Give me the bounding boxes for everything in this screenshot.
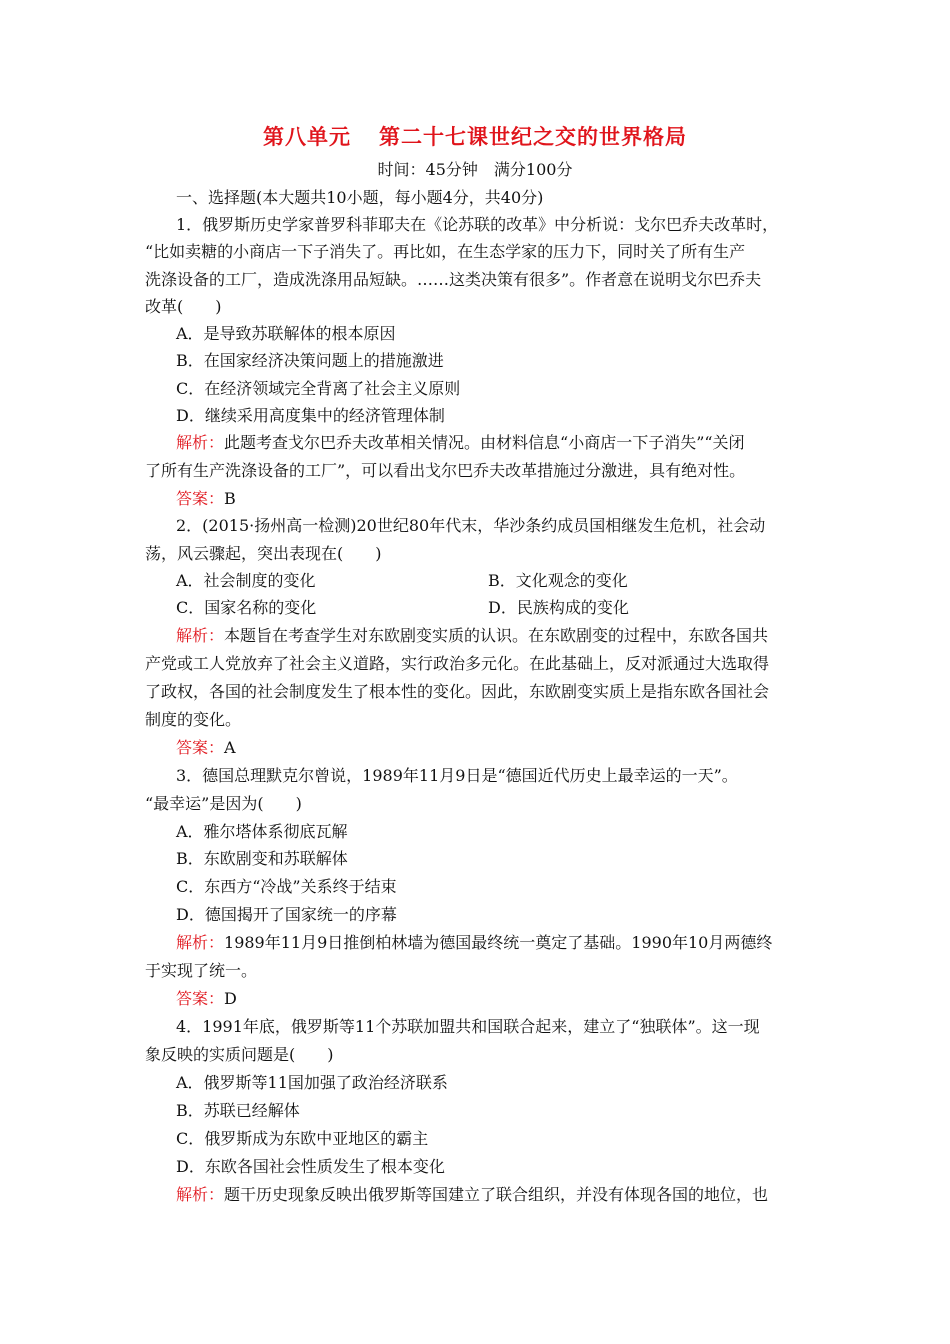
option-b: B．苏联已经解体: [176, 1101, 300, 1120]
analysis: [176, 433, 810, 453]
question-text: “最幸运”是因为( ): [145, 794, 302, 813]
analysis: [176, 626, 810, 646]
option-c: C．东西方“冷战”关系终于结束: [176, 877, 397, 896]
option-a: A．社会制度的变化: [176, 571, 316, 590]
question-text: 2．(2015·扬州高一检测)20世纪80年代末，华沙条约成员国相继发生危机，社会动: [176, 516, 766, 535]
option-b: B．在国家经济决策问题上的措施激进: [176, 351, 444, 370]
answer-label: 答案：: [176, 489, 225, 508]
analysis-label: 解析：: [176, 626, 225, 645]
option-c: C．俄罗斯成为东欧中亚地区的霸主: [176, 1129, 429, 1148]
option-a: A．是导致苏联解体的根本原因: [176, 324, 396, 343]
option-c: C．国家名称的变化: [176, 598, 317, 617]
analysis-text: 此题考查戈尔巴乔夫改革相关情况。由材料信息“小商店一下子消失”“关闭: [224, 433, 745, 452]
answer-value: A: [224, 738, 236, 757]
analysis-text: 了政权，各国的社会制度发生了根本性的变化。因此，东欧剧变实质上是指东欧各国社会: [145, 682, 770, 701]
answer: [176, 738, 810, 758]
option-row: [176, 571, 810, 591]
analysis-text: 于实现了统一。: [145, 961, 258, 980]
answer: [176, 989, 810, 1009]
exam-meta: 时间：45分钟 满分100分: [377, 160, 573, 179]
question-text: 荡，风云骤起，突出表现在( ): [145, 544, 382, 563]
question-text: 4．1991年底，俄罗斯等11个苏联加盟共和国联合起来，建立了“独联体”。这一现: [176, 1017, 760, 1036]
analysis: [176, 1185, 810, 1205]
answer: [176, 489, 810, 509]
analysis-label: 解析：: [176, 933, 225, 952]
option-c: C．在经济领域完全背离了社会主义原则: [176, 379, 461, 398]
question-text: “比如卖糖的小商店一下子消失了。再比如，在生态学家的压力下，同时关了所有生产: [145, 242, 746, 261]
page-title: [0, 121, 950, 151]
option-row: [176, 598, 810, 618]
question-text: 象反映的实质问题是( ): [145, 1045, 334, 1064]
analysis-text: 本题旨在考查学生对东欧剧变实质的认识。在东欧剧变的过程中，东欧各国共: [224, 626, 769, 645]
analysis-text: 题干历史现象反映出俄罗斯等国建立了联合组织，并没有体现各国的地位，也: [224, 1185, 769, 1204]
option-a: A．雅尔塔体系彻底瓦解: [176, 822, 348, 841]
analysis-text: 产党或工人党放弃了社会主义道路，实行政治多元化。在此基础上，反对派通过大选取得: [145, 654, 770, 673]
option-a: A．俄罗斯等11国加强了政治经济联系: [176, 1073, 448, 1092]
unit-title: 第八单元: [263, 125, 351, 149]
option-b: B．文化观念的变化: [488, 571, 628, 590]
question-text: 改革( ): [145, 297, 222, 316]
analysis-text: 制度的变化。: [145, 710, 242, 729]
option-d: D．继续采用高度集中的经济管理体制: [176, 406, 445, 425]
option-b: B．东欧剧变和苏联解体: [176, 849, 348, 868]
answer-label: 答案：: [176, 989, 225, 1008]
option-d: D．德国揭开了国家统一的序幕: [176, 905, 397, 924]
analysis-label: 解析：: [176, 433, 225, 452]
option-d: D．东欧各国社会性质发生了根本变化: [176, 1157, 445, 1176]
question-text: 1．俄罗斯历史学家普罗科菲耶夫在《论苏联的改革》中分析说：戈尔巴乔夫改革时，: [176, 215, 779, 234]
analysis: [176, 933, 810, 953]
answer-value: D: [224, 989, 237, 1008]
answer-value: B: [224, 489, 236, 508]
question-text: 3．德国总理默克尔曾说，1989年11月9日是“德国近代历史上最幸运的一天”。: [176, 766, 738, 785]
analysis-text: 了所有生产洗涤设备的工厂”，可以看出戈尔巴乔夫改革措施过分激进，具有绝对性。: [145, 461, 746, 480]
question-text: 洗涤设备的工厂，造成洗涤用品短缺。……这类决策有很多”。作者意在说明戈尔巴乔夫: [145, 270, 762, 289]
section-heading: 一、选择题(本大题共10小题，每小题4分，共40分): [176, 188, 544, 207]
lesson-title: 第二十七课世纪之交的世界格局: [379, 125, 687, 149]
answer-label: 答案：: [176, 738, 225, 757]
analysis-text: 1989年11月9日推倒柏林墙为德国最终统一奠定了基础。1990年10月两德终: [224, 933, 773, 952]
analysis-label: 解析：: [176, 1185, 225, 1204]
option-d: D．民族构成的变化: [488, 598, 629, 617]
